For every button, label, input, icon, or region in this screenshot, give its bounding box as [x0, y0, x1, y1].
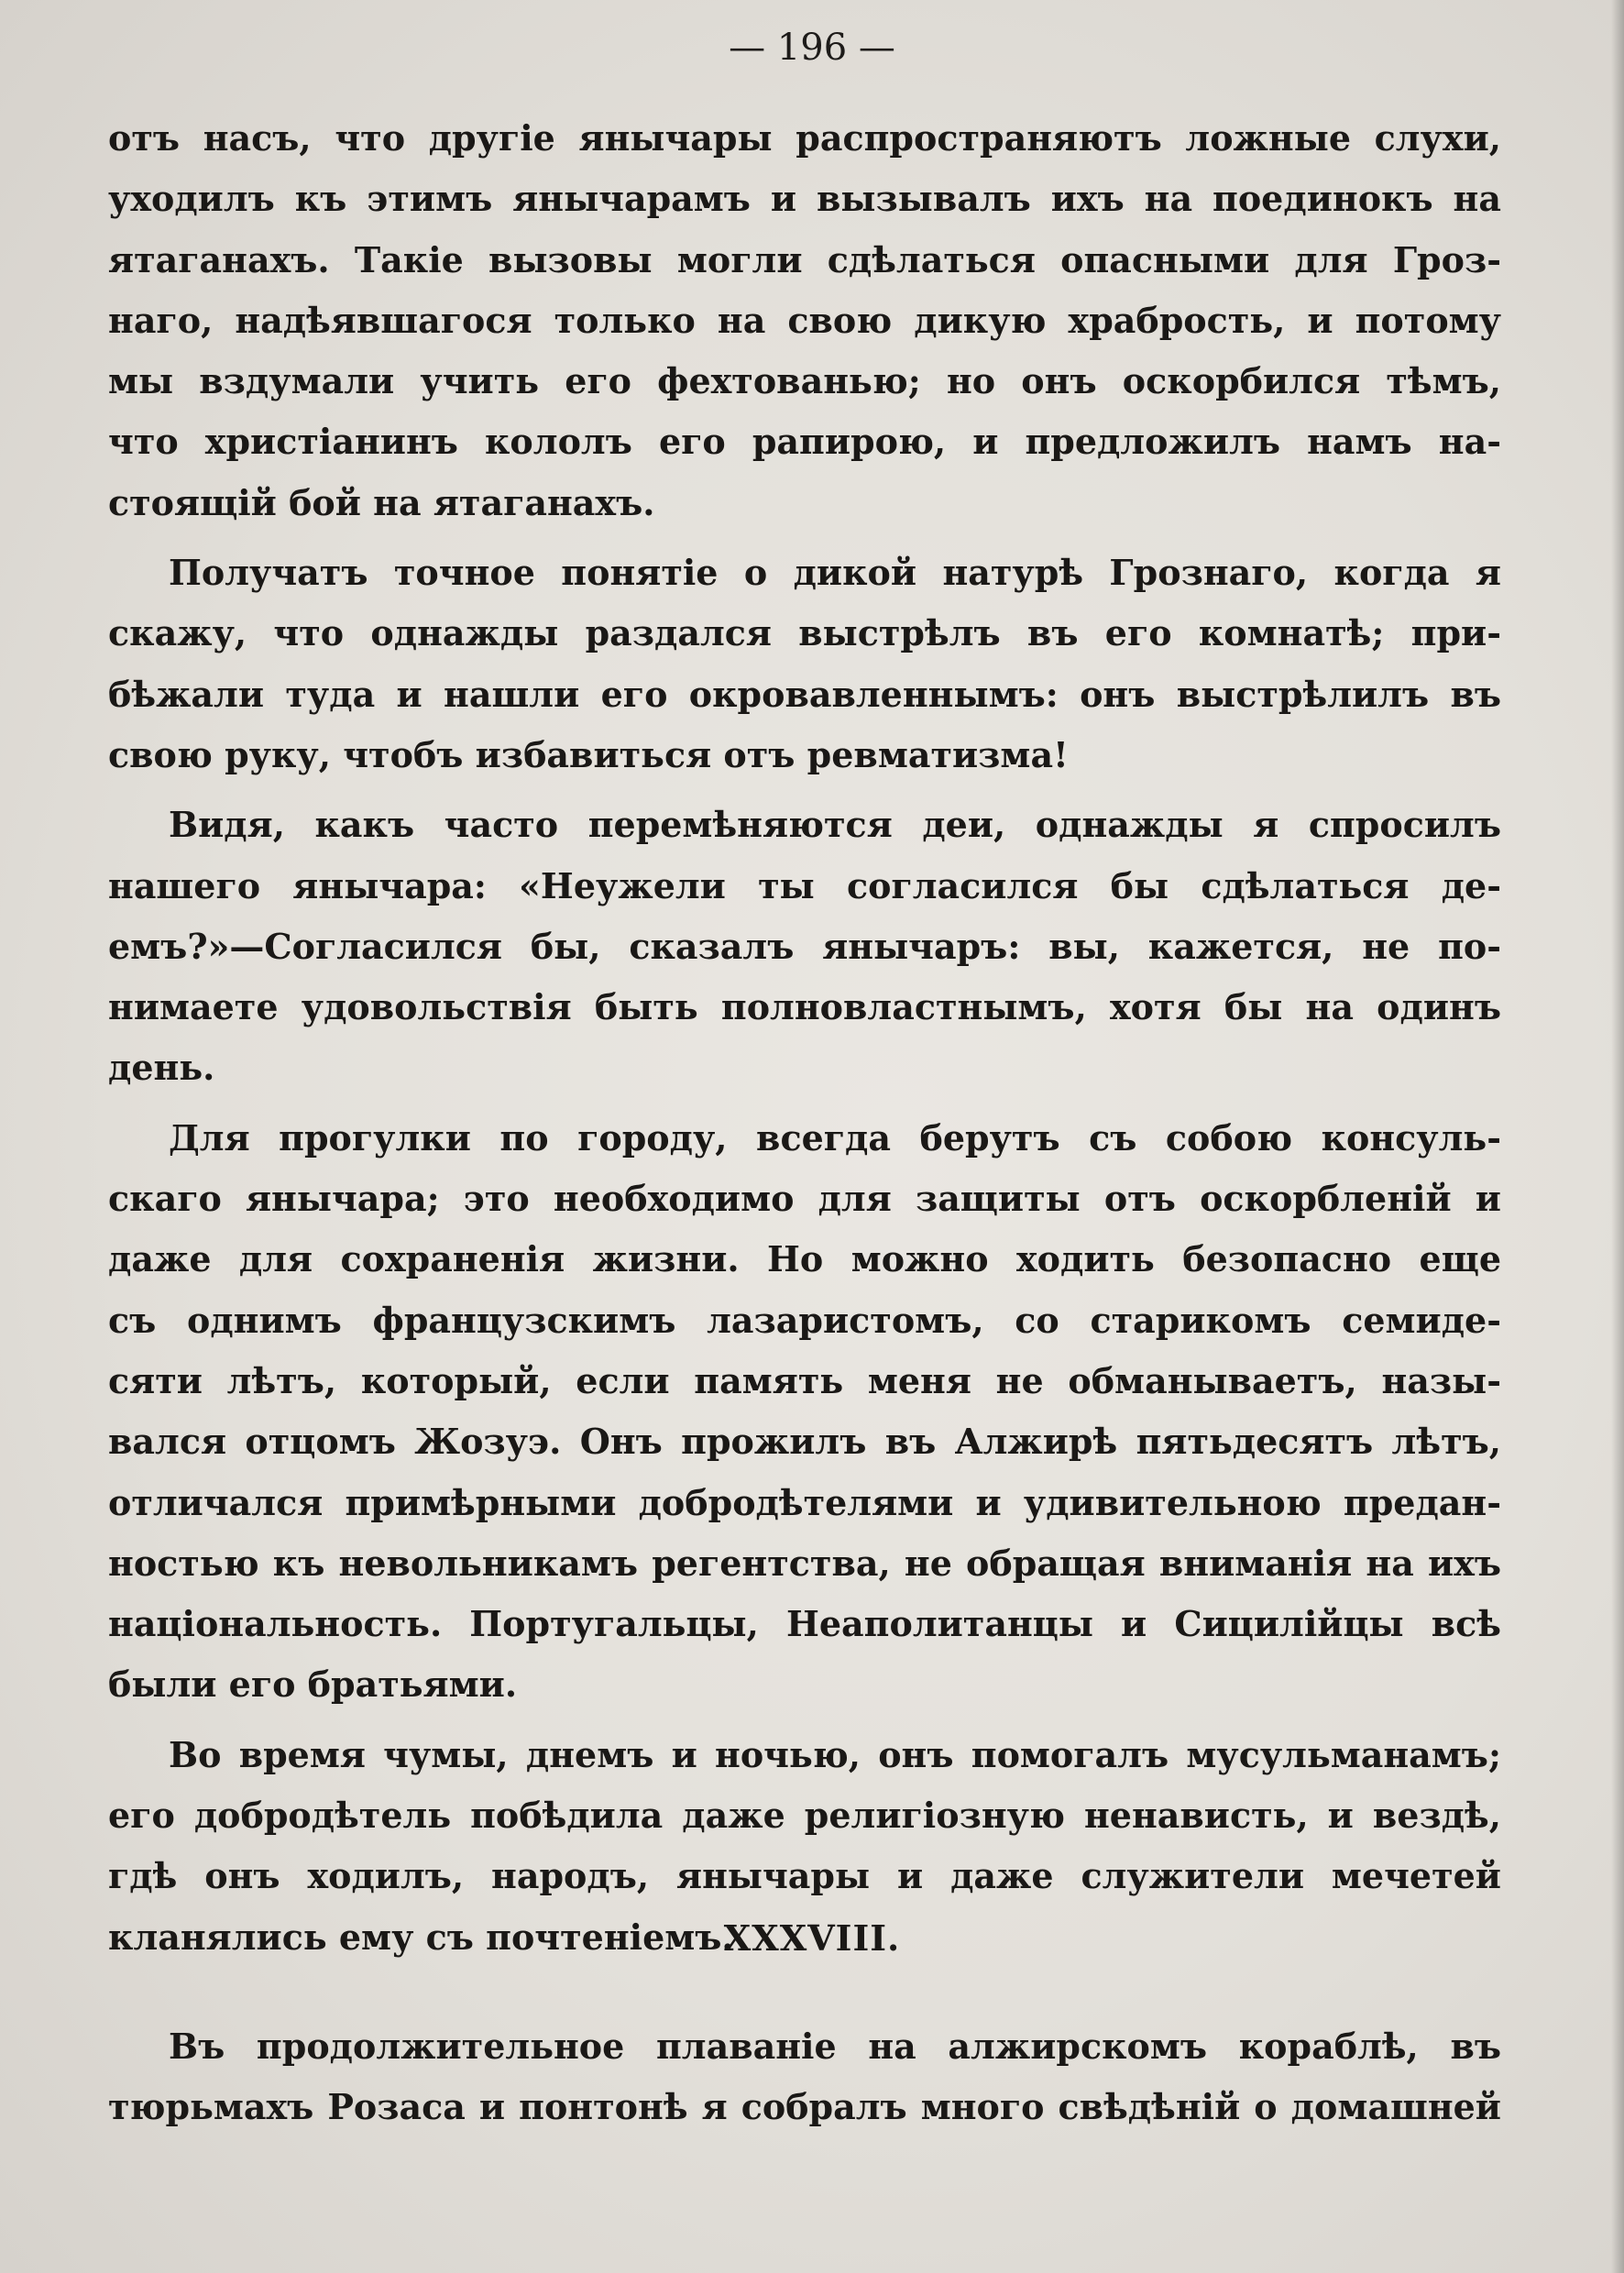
text-line: скаго янычара; это необходимо для защиты отъ оскорбленій и — [108, 1178, 1501, 1220]
text-line: бѣжали туда и нашли его окровавленнымъ: онъ выстрѣлилъ въ — [108, 673, 1501, 715]
text-line: наго, надѣявшагося только на свою дикую храбрость, и потому — [108, 299, 1501, 341]
text-line: мы вздумали учить его фехтованью; но онъ оскорбился тѣмъ, — [108, 360, 1501, 402]
text-line: вался отцомъ Жозуэ. Онъ прожилъ въ Алжирѣ пятьдесятъ лѣтъ, — [108, 1421, 1501, 1463]
text-line: уходилъ къ этимъ янычарамъ и вызывалъ ихъ на поединокъ на — [108, 178, 1501, 220]
text-line: что христіанинъ кололъ его рапирою, и предложилъ намъ на- — [108, 421, 1501, 463]
paragraph — [108, 543, 1501, 785]
text-line: даже для сохраненія жизни. Но можно ходить безопасно еще — [108, 1238, 1501, 1280]
paragraph — [108, 108, 1501, 533]
text-line: емъ?»—Согласился бы, сказалъ янычаръ: вы, кажется, не по- — [108, 925, 1501, 967]
paragraph — [108, 2016, 1501, 2138]
text-line: свою руку, чтобъ избавиться отъ ревматизма! — [108, 733, 1069, 775]
text-line: были его братьями. — [108, 1664, 518, 1706]
text-line: нимаете удовольствія быть полновластнымъ, хотя бы на одинъ — [108, 986, 1501, 1028]
text-line: Видя, какъ часто перемѣняются деи, однажды я спросилъ — [169, 804, 1501, 846]
text-line: скажу, что однажды раздался выстрѣлъ въ его комнатѣ; при- — [108, 612, 1501, 654]
text-line: сяти лѣтъ, который, если память меня не обманываетъ, назы- — [108, 1359, 1501, 1401]
section-heading: XXXVIII. — [723, 1917, 901, 1959]
text-line: Во время чумы, днемъ и ночью, онъ помогалъ мусульманамъ; — [169, 1733, 1501, 1775]
text-line: отличался примѣрными добродѣтелями и удивительною предан- — [108, 1481, 1501, 1523]
text-line: отъ насъ, что другіе янычары распространяютъ ложные слухи, — [108, 117, 1501, 159]
text-line: день. — [108, 1047, 215, 1089]
text-line: съ однимъ французскимъ лазаристомъ, со старикомъ семиде- — [108, 1299, 1501, 1341]
text-line: тюрьмахъ Розаса и понтонѣ я собралъ много свѣдѣній о домашней — [108, 2086, 1501, 2128]
text-line: стоящій бой на ятаганахъ. — [108, 481, 655, 523]
page-number: — 196 — — [729, 27, 895, 69]
text-line: ностью къ невольникамъ регентства, не обращая вниманія на ихъ — [108, 1542, 1501, 1584]
text-line: его добродѣтель побѣдила даже религіозную ненависть, и вездѣ, — [108, 1795, 1501, 1837]
text-line: нашего янычара: «Неужели ты согласился бы сдѣлаться де- — [108, 864, 1501, 906]
text-line: гдѣ онъ ходилъ, народъ, янычары и даже служители мечетей — [108, 1855, 1501, 1897]
text-line: Получатъ точное понятіе о дикой натурѣ Грознаго, когда я — [169, 552, 1501, 594]
paragraph — [108, 795, 1501, 1098]
text-line: кланялись ему съ почтеніемъ. — [108, 1916, 734, 1958]
text-line: Для прогулки по городу, всегда берутъ съ собою консуль- — [169, 1116, 1501, 1158]
body-text — [108, 108, 1501, 1977]
text-line: національность. Португальцы, Неаполитанцы и Сицилійцы всѣ — [108, 1603, 1501, 1645]
paragraph — [108, 1108, 1501, 1716]
text-line: ятаганахъ. Такіе вызовы могли сдѣлаться опасными для Гроз- — [108, 238, 1501, 280]
text-line: Въ продолжительное плаваніе на алжирскомъ кораблѣ, въ — [169, 2026, 1501, 2067]
